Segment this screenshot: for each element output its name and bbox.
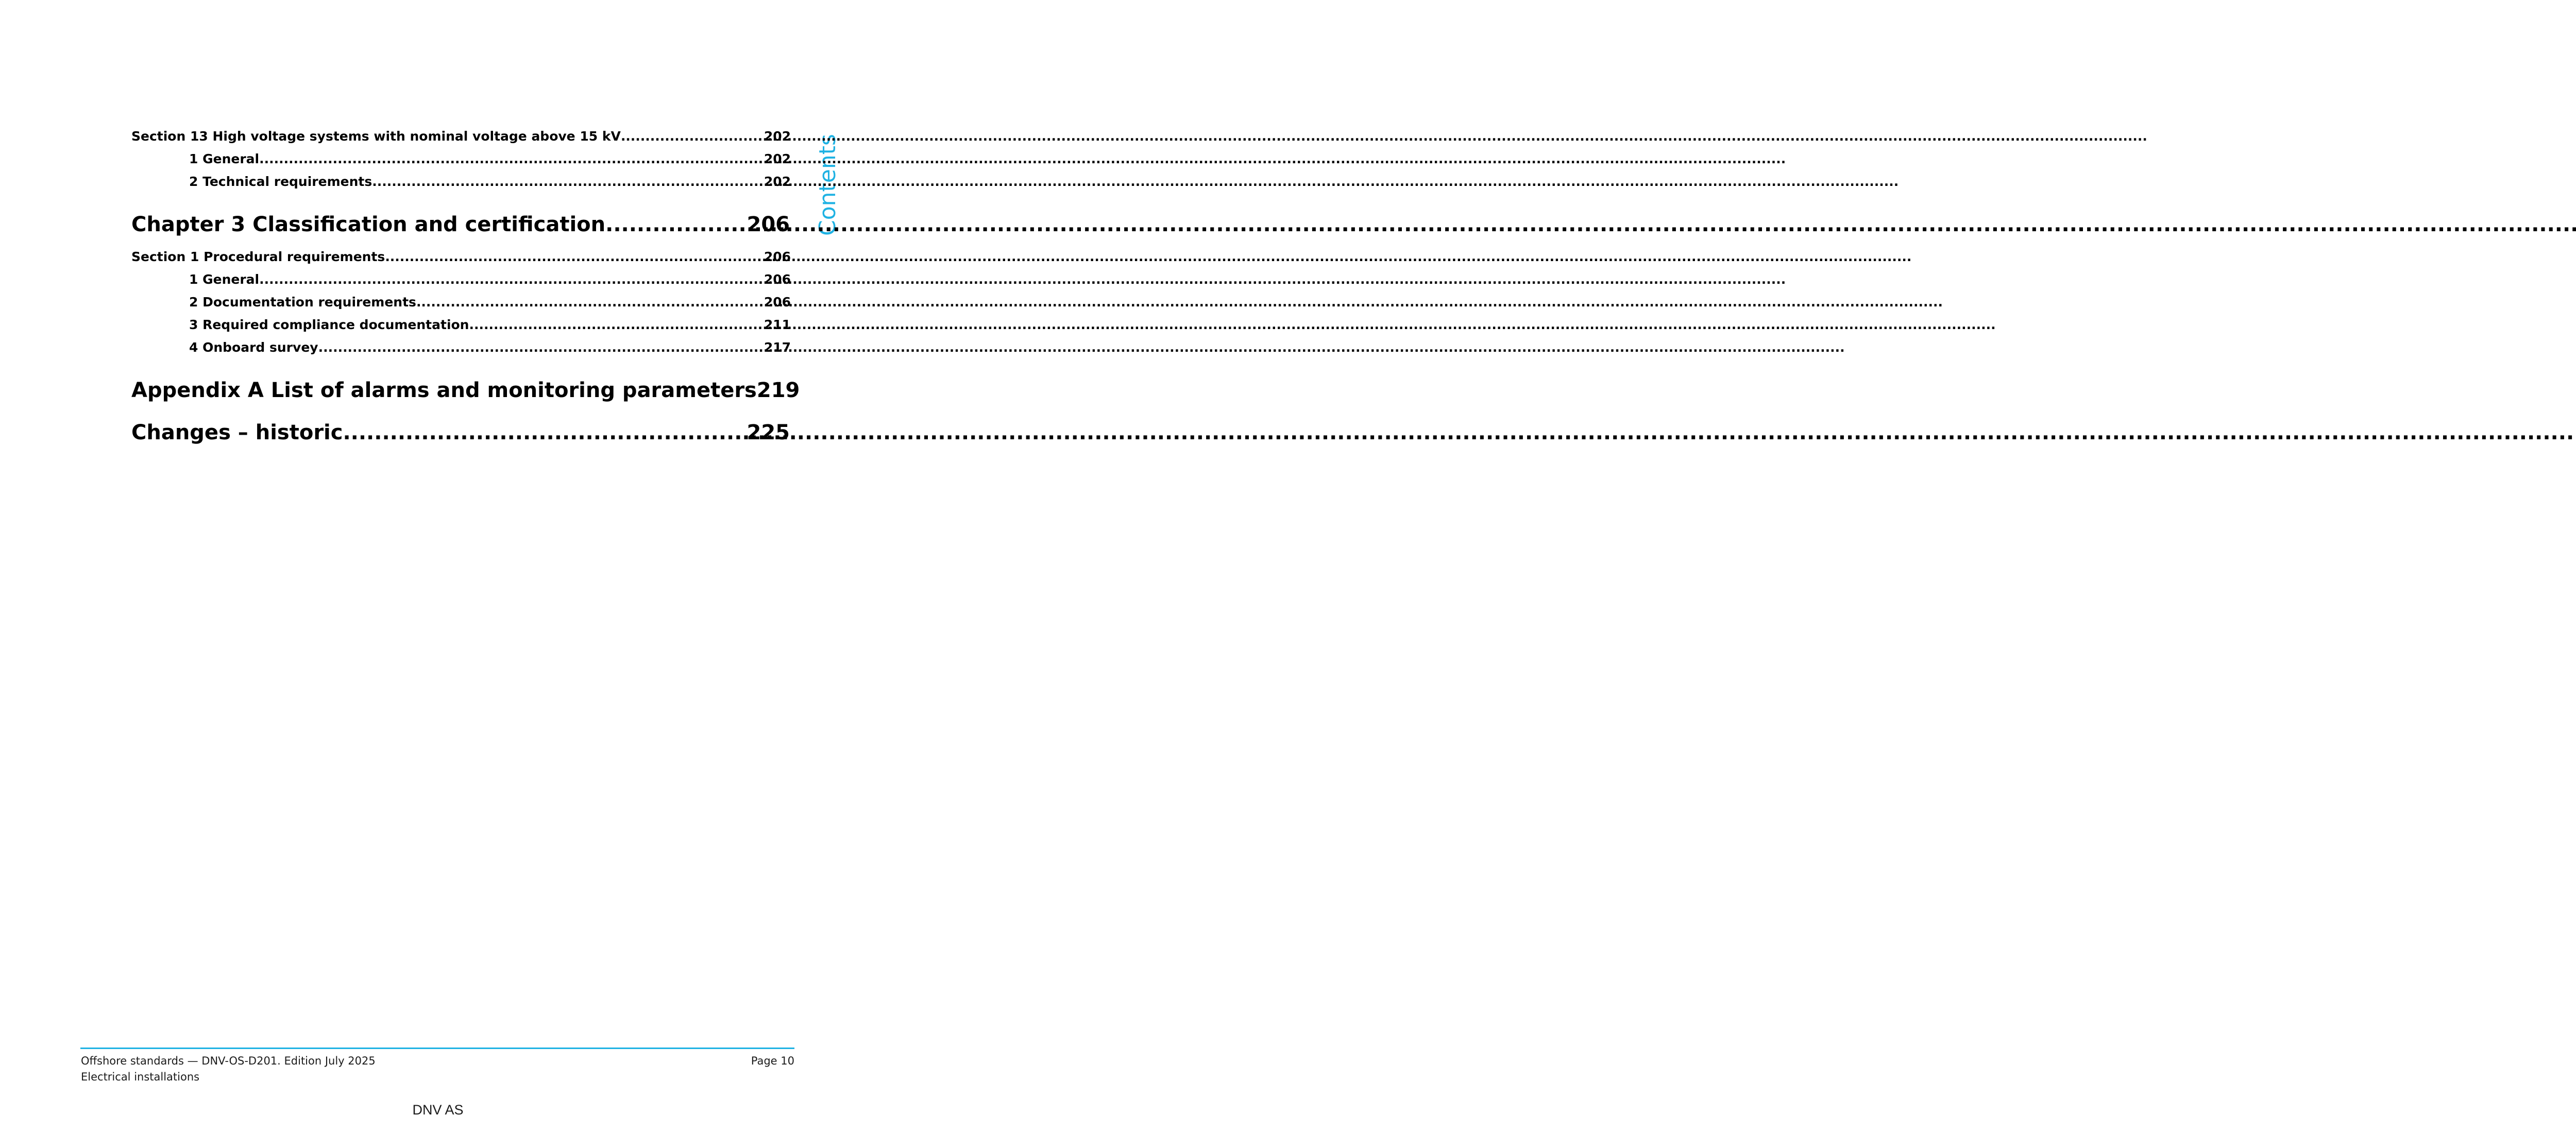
toc-entry-section-13[interactable]: [131, 125, 791, 148]
toc-dot-leader: [469, 314, 764, 336]
toc-dot-leader: [416, 291, 764, 314]
toc-dot-leader: [259, 148, 764, 170]
toc-dot-leader: [259, 268, 764, 291]
toc-entry-appendix-a[interactable]: [131, 369, 800, 411]
toc-entry-section-1[interactable]: [131, 246, 791, 268]
toc-entry-title: 1 General: [189, 151, 260, 166]
toc-entry-changes-historic[interactable]: [131, 411, 790, 454]
toc-entry-page: 219: [756, 379, 800, 402]
toc-entry-page: 202: [764, 129, 791, 144]
contents-side-label: Contents: [815, 134, 841, 236]
toc-entry-page: 206: [764, 272, 791, 287]
toc-entry-title: 4 Onboard survey: [189, 340, 318, 355]
toc-dot-leader: [372, 170, 764, 193]
toc-entry-page: 206: [764, 295, 791, 310]
toc-entry-title: Appendix A List of alarms and monitoring parameters: [131, 379, 757, 402]
toc-entry-documentation-requirements[interactable]: [131, 291, 791, 314]
toc-entry-required-compliance-documentation[interactable]: [131, 314, 791, 336]
toc-entry-general[interactable]: [131, 148, 791, 170]
toc-dot-leader: [385, 246, 764, 268]
toc-entry-page: 211: [764, 317, 791, 332]
toc-entry-title: 3 Required compliance documentation: [189, 317, 469, 332]
footer-divider: [80, 1048, 794, 1049]
footer-subject-line: Electrical installations: [81, 1071, 200, 1083]
toc-entry-page: 225: [747, 421, 790, 444]
toc-dot-leader: [318, 336, 764, 359]
toc-entry-onboard-survey[interactable]: [131, 336, 791, 359]
footer-standard-line: Offshore standards — DNV-OS-D201. Edition July 2025: [81, 1055, 376, 1067]
footer-company-name: DNV AS: [412, 1102, 464, 1118]
toc-entry-title: 2 Technical requirements: [189, 174, 372, 189]
footer-document-info: [81, 1053, 376, 1085]
toc-entry-title: Section 1 Procedural requirements: [131, 249, 385, 264]
toc-dot-leader: [621, 125, 764, 148]
toc-entry-title: Chapter 3 Classification and certification: [131, 213, 606, 236]
toc-dot-leader: [605, 203, 747, 246]
toc-entry-title: Section 13 High voltage systems with nominal voltage above 15 kV: [131, 129, 621, 144]
toc-entry-page: 217: [764, 340, 791, 355]
toc-entry-title: 1 General: [189, 272, 260, 287]
toc-entry-title: 2 Documentation requirements: [189, 295, 416, 310]
table-of-contents: [131, 125, 800, 454]
toc-entry-title: Changes – historic: [131, 421, 343, 444]
toc-entry-chapter-3[interactable]: [131, 203, 790, 246]
toc-entry-general[interactable]: [131, 268, 791, 291]
toc-entry-page: 206: [747, 213, 790, 236]
toc-entry-page: 202: [764, 151, 791, 166]
toc-entry-page: 202: [764, 174, 791, 189]
footer-page-number: Page 10: [751, 1055, 794, 1067]
toc-entry-technical-requirements[interactable]: [131, 170, 791, 193]
toc-entry-page: 206: [764, 249, 791, 264]
toc-dot-leader: [343, 411, 747, 454]
